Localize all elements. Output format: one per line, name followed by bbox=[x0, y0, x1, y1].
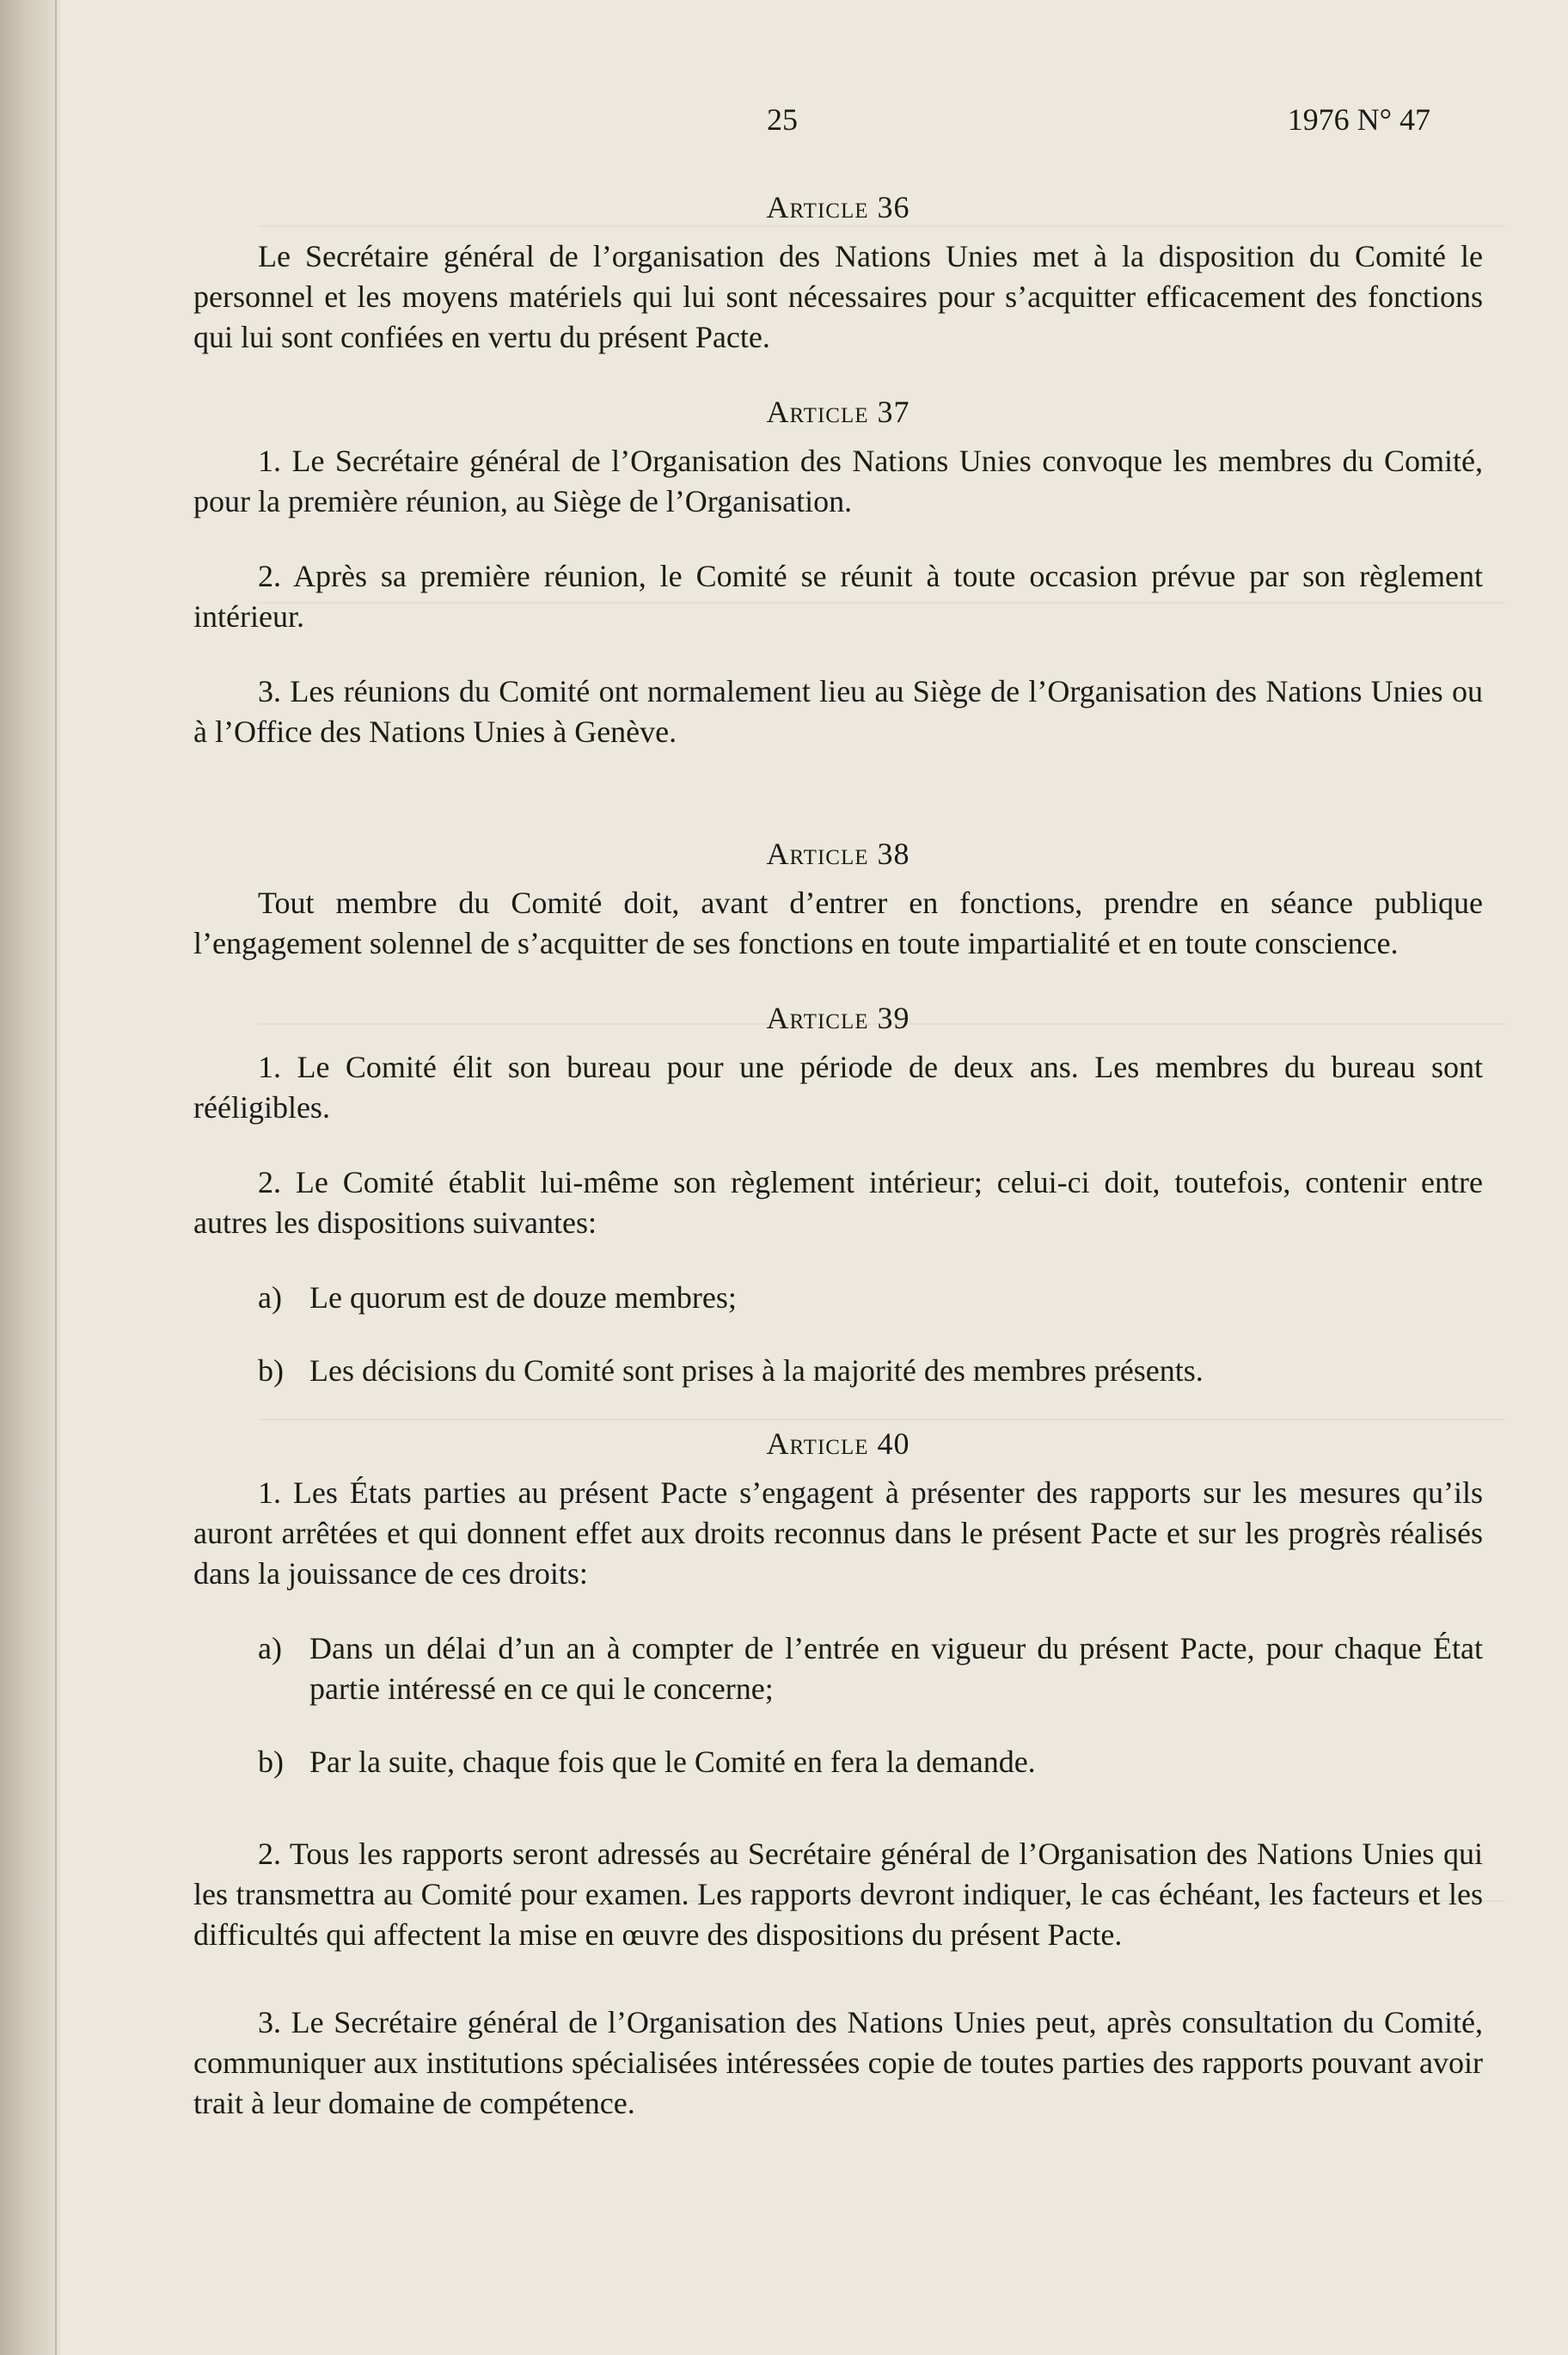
article-heading: Article 40 bbox=[766, 1426, 910, 1461]
document-body bbox=[193, 187, 1483, 2132]
list-item-text: Le quorum est de douze membres; bbox=[309, 1280, 737, 1315]
list-item-text: Par la suite, chaque fois que le Comité en fera la demande. bbox=[309, 1745, 1036, 1779]
article-heading: Article 39 bbox=[766, 1001, 910, 1035]
page-header bbox=[60, 101, 1568, 144]
article-36 bbox=[193, 187, 1483, 358]
list-item-text: Dans un délai d’un an à compter de l’entrée en vigueur du présent Pacte, pour chaque État partie intéressé en ce qui le concerne; bbox=[309, 1631, 1483, 1706]
article-paragraph: 2. Le Comité établit lui-même son règlement intérieur; celui-ci doit, toutefois, contenir entre autres les dispositions suivantes: bbox=[193, 1165, 1483, 1240]
article-paragraph: 2. Tous les rapports seront adressés au Secrétaire général de l’Organisation des Nations Unies qui les transmettra au Comité pour examen. Les rapports devront indiquer, le cas échéant, les facteurs et les difficultés qui affectent la mise en œuvre des dispositions du présent Pacte. bbox=[193, 1837, 1483, 1952]
list-item-marker: a) bbox=[258, 1631, 282, 1665]
article-40 bbox=[193, 1424, 1483, 2124]
article-paragraph: 3. Le Secrétaire général de l’Organisation des Nations Unies peut, après consultation du Comité, communiquer aux institutions spécialisées intéressées copie de toutes parties des rapports pouvant avoir trait à leur domaine de compétence. bbox=[193, 2005, 1483, 2120]
list-item bbox=[258, 1278, 1483, 1318]
article-paragraph: Tout membre du Comité doit, avant d’entrer en fonctions, prendre en séance publique l’engagement solennel de s’acquitter de ses fonctions en toute impartialité et en toute conscience. bbox=[193, 886, 1483, 960]
list-item-text: Les décisions du Comité sont prises à la majorité des membres présents. bbox=[309, 1353, 1204, 1388]
article-paragraph: 3. Les réunions du Comité ont normalement lieu au Siège de l’Organisation des Nations Unies ou à l’Office des Nations Unies à Genève. bbox=[193, 674, 1483, 749]
list-item-marker: a) bbox=[258, 1280, 282, 1315]
article-heading: Article 37 bbox=[766, 395, 910, 429]
article-paragraph: 1. Le Comité élit son bureau pour une période de deux ans. Les membres du bureau sont rééligibles. bbox=[193, 1050, 1483, 1125]
article-paragraph: 1. Le Secrétaire général de l’Organisation des Nations Unies convoque les membres du Comité, pour la première réunion, au Siège de l’Organisation. bbox=[193, 444, 1483, 518]
article-heading: Article 36 bbox=[766, 190, 910, 224]
article-38 bbox=[193, 834, 1483, 964]
article-heading: Article 38 bbox=[766, 837, 910, 871]
article-paragraph: 2. Après sa première réunion, le Comité se réunit à toute occasion prévue par son règlement intérieur. bbox=[193, 559, 1483, 634]
article-37 bbox=[193, 392, 1483, 752]
article-paragraph: 1. Les États parties au présent Pacte s’engagent à présenter des rapports sur les mesures qu’ils auront arrêtées et qui donnent effet aux droits reconnus dans le présent Pacte et sur les progrès réalisés dans la jouissance de ces droits: bbox=[193, 1475, 1483, 1591]
list-item-marker: b) bbox=[258, 1745, 284, 1779]
list-item bbox=[258, 1351, 1483, 1391]
list-item bbox=[258, 1742, 1483, 1782]
page-binding-edge bbox=[0, 0, 60, 2355]
article-39 bbox=[193, 998, 1483, 1391]
article-paragraph: Le Secrétaire général de l’organisation des Nations Unies met à la disposition du Comité le personnel et les moyens matériels qui lui sont nécessaires pour s’acquitter efficacement des fonctions qui lui sont confiées en vertu du présent Pacte. bbox=[193, 239, 1483, 354]
list-item bbox=[258, 1628, 1483, 1709]
list-item-marker: b) bbox=[258, 1353, 284, 1388]
issue-reference: 1976 N° 47 bbox=[1287, 102, 1430, 137]
document-page bbox=[60, 0, 1568, 2355]
page-number: 25 bbox=[767, 102, 798, 137]
